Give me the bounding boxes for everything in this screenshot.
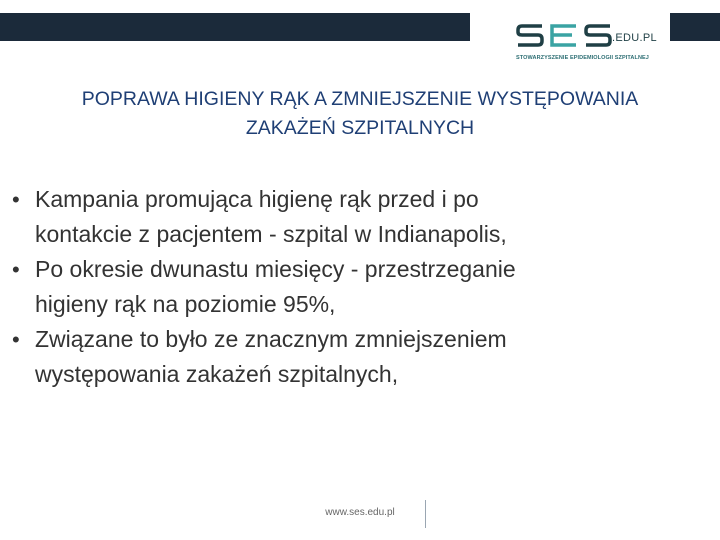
- bullet-line: Po okresie dwunastu miesięcy - przestrzeganie: [35, 256, 516, 282]
- top-decor-bar-right: [670, 13, 720, 41]
- bullet-line: Związane to było ze znacznym zmniejszeniem: [35, 326, 507, 352]
- bullet-line: występowania zakażeń szpitalnych,: [35, 361, 399, 387]
- bullet-item: [10, 252, 710, 322]
- bullet-icon: •: [12, 327, 20, 352]
- ses-logo: [512, 20, 662, 70]
- footer-url[interactable]: www.ses.edu.pl: [325, 507, 395, 518]
- bullet-line: kontakcie z pacjentem - szpital w Indianapolis,: [35, 221, 507, 247]
- title-line-1: POPRAWA HIGIENY RĄK A ZMNIEJSZENIE WYSTĘPOWANIA: [81, 88, 639, 110]
- bullet-line: higieny rąk na poziomie 95%,: [35, 291, 336, 317]
- bullet-item: [10, 182, 710, 252]
- title-line-2: ZAKAŻEŃ SZPITALNYCH: [245, 117, 475, 139]
- top-decor-bar: [0, 13, 470, 41]
- bullet-icon: •: [12, 257, 20, 282]
- bullet-line: Kampania promująca higienę rąk przed i po: [35, 186, 479, 212]
- bullet-list: [10, 182, 710, 392]
- logo-domain: .EDU.PL: [612, 32, 657, 44]
- slide-title: [0, 85, 720, 143]
- ses-logo-icon: [512, 20, 612, 50]
- bullet-item: [10, 322, 710, 392]
- logo-tagline: STOWARZYSZENIE EPIDEMIOLOGII SZPITALNEJ: [516, 55, 649, 61]
- bullet-icon: •: [12, 187, 20, 212]
